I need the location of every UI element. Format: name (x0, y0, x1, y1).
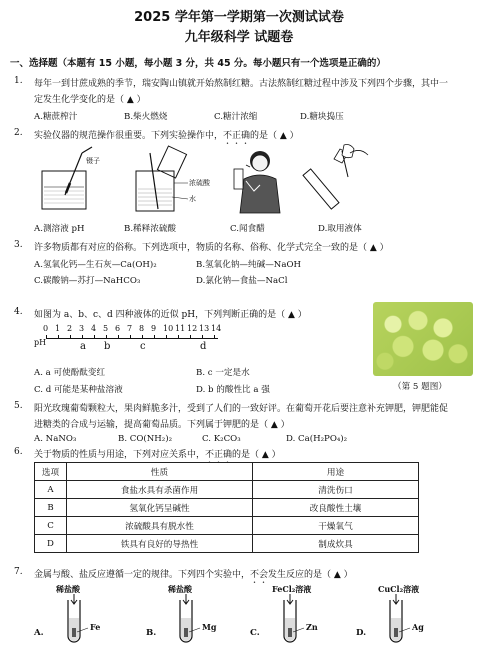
q6-stem: 关于物质的性质与用途，下列对应关系中，不正确的是（ ▲ ） (34, 450, 281, 460)
q5-option-a: A. NaNO₃ (34, 434, 77, 444)
ph-tick-label: 9 (151, 324, 157, 333)
test-tube-1 (34, 584, 134, 652)
table-cell: 氢氧化钙呈碱性 (67, 499, 253, 517)
q4-option-d: D. b 的酸性比 a 强 (196, 385, 270, 395)
q2-emphasis: 不正确 (223, 131, 251, 141)
q2-option-a: A.测溶液 pH (34, 224, 85, 234)
tube-reagent-label: 稀盐酸 (56, 584, 80, 594)
ph-marker-a: a (80, 341, 86, 352)
q4-stem: 如图为 a、b、c、d 四种液体的近似 pH，下列判断正确的是（ ▲ ） (34, 310, 307, 320)
ph-tick-label: 4 (91, 324, 97, 333)
table-cell: 干燥氧气 (253, 517, 419, 535)
table-cell: 清洗伤口 (253, 481, 419, 499)
q5-line2: 进糖类的合成与运输，提高葡萄品质。下列属于钾肥的是（ ▲ ） (34, 420, 290, 430)
ph-label: pH (34, 338, 47, 347)
ph-tick-mark (154, 335, 155, 339)
q3-number: 3. (14, 240, 23, 250)
table-cell: 食盐水具有杀菌作用 (67, 481, 253, 499)
q4-number: 4. (14, 307, 23, 317)
q1-line1: 每年一到甘蔗成熟的季节，瑞安陶山镇就开始熬制红糖。古法熬制红糖过程中涉及下列四个步骤，其中一 (34, 79, 449, 89)
ph-tick-mark (118, 335, 119, 339)
tube-option-letter: C. (250, 628, 260, 638)
q6-emphasis: 不正确 (205, 450, 233, 460)
tube-reagent-label: FeCl₂溶液 (272, 584, 312, 594)
ph-axis-line (46, 338, 218, 339)
table-row (35, 535, 419, 553)
tube-drawing (270, 594, 330, 650)
q7-tubes (0, 584, 478, 652)
tube-drawing (166, 594, 226, 650)
test-tube-3 (250, 584, 350, 652)
ph-tick-label: 14 (211, 324, 222, 333)
table-header-cell: 用途 (253, 463, 419, 481)
q5-option-b: B. CO(NH₂)₂ (118, 434, 173, 444)
ph-tick-mark (142, 335, 143, 339)
q2-option-c: C.闻食醋 (230, 224, 265, 234)
ph-tick-label: 6 (115, 324, 121, 333)
tweezers-label: 镊子 (86, 157, 100, 165)
q3-option-d: D.氯化钠—食盐—NaCl (196, 276, 288, 286)
q2-stem: 实验仪器的规范操作很重要。下列实验操作中，不正确的是（ ▲ ） (34, 131, 299, 141)
table-row (35, 517, 419, 535)
ph-tick-label: 1 (55, 324, 61, 333)
q1-line2: 定发生化学变化的是（ ▲ ） (34, 95, 146, 105)
q3-option-b: B.氢氧化钠—纯碱—NaOH (196, 260, 301, 270)
ph-tick-mark (166, 335, 167, 339)
q3-option-a: A.氢氧化钙—生石灰—Ca(OH)₂ (34, 260, 157, 270)
ph-tick-mark (178, 335, 179, 339)
q4-option-a: A. a 可使酚酞变红 (34, 368, 106, 378)
table-cell: D (35, 535, 67, 553)
table-row (35, 481, 419, 499)
q2-figure-a (30, 143, 120, 218)
properties-table (34, 462, 419, 553)
q1-number: 1. (14, 76, 23, 86)
q7-number: 7. (14, 567, 23, 577)
q7-emphasis: 不会 (250, 570, 269, 580)
table-cell: 制成炊具 (253, 535, 419, 553)
q5-number: 5. (14, 401, 23, 411)
ph-tick-label: 7 (127, 324, 133, 333)
table-header-row (35, 463, 419, 481)
ph-tick-label: 12 (187, 324, 198, 333)
q1-option-a: A.糖蔗榨汁 (34, 112, 78, 122)
ph-tick-label: 13 (199, 324, 210, 333)
table-row (35, 499, 419, 517)
q2-option-b: B.稀释浓硫酸 (124, 224, 177, 234)
tube-option-letter: B. (146, 628, 157, 638)
q1-option-c: C.糖汁浓缩 (214, 112, 258, 122)
ph-tick-label: 11 (175, 324, 186, 333)
table-cell: 改良酸性土壤 (253, 499, 419, 517)
ph-tick-label: 8 (139, 324, 145, 333)
q4-figure-caption: （第 5 题图） (393, 382, 447, 392)
ph-tick-label: 10 (163, 324, 174, 333)
tube-metal-label: Fe (90, 622, 101, 632)
q2-option-d: D.取用液体 (318, 224, 362, 234)
ph-tick-label: 0 (43, 324, 49, 333)
ph-tick-mark (58, 335, 59, 339)
page-title: 2025 学年第一学期第一次测试试卷 (134, 10, 344, 25)
ph-tick-mark (106, 335, 107, 339)
tube-reagent-label: 稀盐酸 (168, 584, 192, 594)
tube-reagent-label: CuCl₂溶液 (378, 584, 420, 594)
q1-option-b: B.柴火燃烧 (124, 112, 168, 122)
section-heading: 一、选择题（本题有 15 小题，每小题 3 分，共 45 分。每小题只有一个选项是正确的） (10, 58, 386, 69)
q3-stem: 许多物质都有对应的俗称。下列选项中，物质的名称、俗称、化学式完全一致的是（ ▲ ） (34, 243, 389, 253)
ph-marker-b: b (104, 341, 111, 352)
table-cell: 浓硫酸具有脱水性 (67, 517, 253, 535)
tube-drawing (54, 594, 114, 650)
table-header-cell: 性质 (67, 463, 253, 481)
ph-tick-mark (130, 335, 131, 339)
ph-tick-label: 2 (67, 324, 73, 333)
ph-tick-mark (202, 335, 203, 339)
tube-drawing (376, 594, 436, 650)
q3-option-c: C.碳酸钠—苏打—NaHCO₃ (34, 276, 141, 286)
table-cell: B (35, 499, 67, 517)
tube-option-letter: A. (34, 628, 44, 638)
ph-tick-mark (94, 335, 95, 339)
q2-figure-c (226, 143, 286, 218)
tube-metal-label: Mg (202, 622, 217, 632)
ph-scale (34, 324, 224, 358)
table-cell: A (35, 481, 67, 499)
grape-photo (373, 302, 473, 376)
acid-label: 浓硫酸 (189, 179, 210, 187)
q2-number: 2. (14, 128, 23, 138)
water-label: 水 (189, 195, 196, 203)
page-subtitle: 九年级科学 试题卷 (184, 30, 294, 45)
q4-option-c: C. d 可能是某种盐溶液 (34, 385, 123, 395)
ph-marker-c: c (140, 341, 146, 352)
ph-tick-label: 3 (79, 324, 85, 333)
ph-tick-mark (82, 335, 83, 339)
ph-tick-mark (190, 335, 191, 339)
q5-line1: 阳光玫瑰葡萄颗粒大，果肉鲜脆多汁，受到了人们的一致好评。在葡萄开花后要注意补充钾肥，钾肥能促 (34, 404, 449, 414)
ph-tick-mark (46, 335, 47, 339)
ph-tick-mark (70, 335, 71, 339)
tube-option-letter: D. (356, 628, 367, 638)
table-header-cell: 选项 (35, 463, 67, 481)
q5-option-d: D. Ca(H₂PO₄)₂ (286, 434, 348, 444)
test-tube-2 (146, 584, 246, 652)
q5-option-c: C. K₂CO₃ (202, 434, 241, 444)
test-tube-4 (356, 584, 456, 652)
q2-figure-b (128, 143, 218, 218)
q4-option-b: B. c 一定是水 (196, 368, 250, 378)
q2-figure-d (300, 143, 380, 218)
table-cell: C (35, 517, 67, 535)
q7-stem: 金属与酸、盐反应遵循一定的规律。下列四个实验中，不会发生反应的是（ ▲ ） (34, 570, 353, 580)
q6-number: 6. (14, 447, 23, 457)
ph-marker-d: d (200, 341, 207, 352)
tube-metal-label: Ag (412, 622, 424, 632)
tube-metal-label: Zn (306, 622, 318, 632)
q1-option-d: D.糖块捣压 (300, 112, 344, 122)
ph-tick-label: 5 (103, 324, 109, 333)
ph-tick-mark (214, 335, 215, 339)
table-cell: 铁具有良好的导热性 (67, 535, 253, 553)
